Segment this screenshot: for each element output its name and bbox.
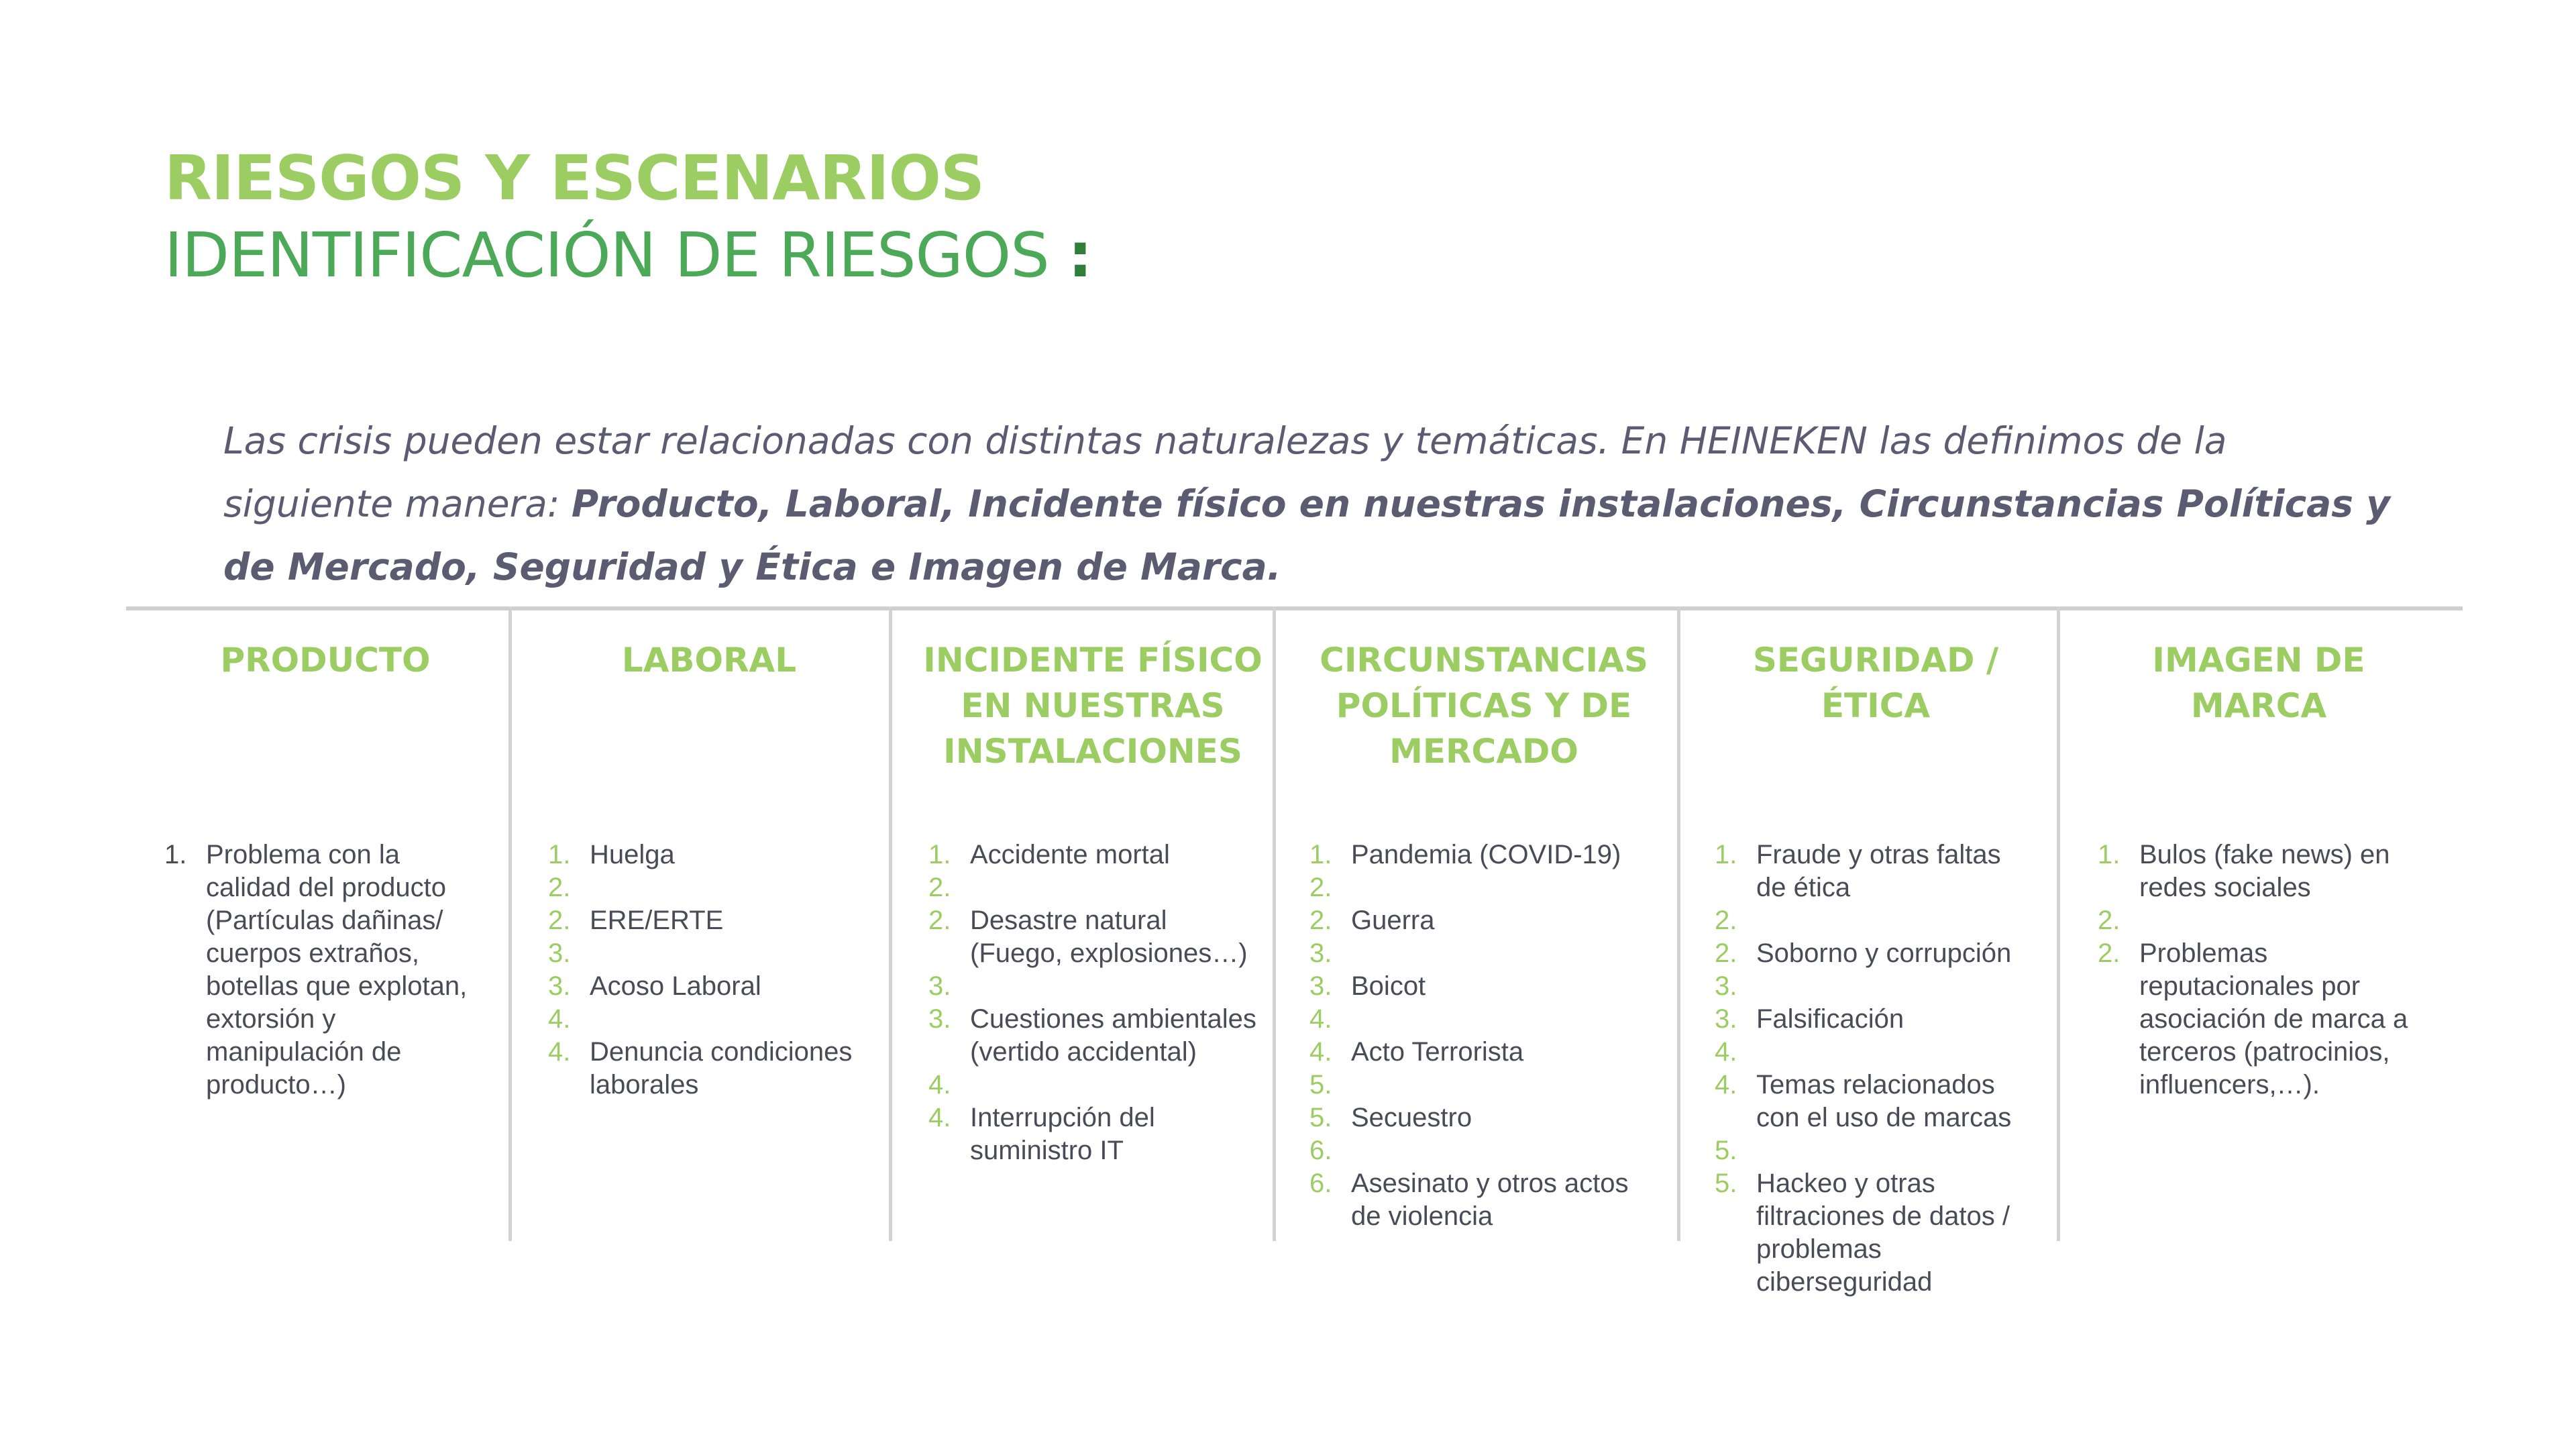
risk-list <box>1309 839 1645 1233</box>
list-item <box>2098 839 2420 904</box>
item-text: Pandemia (COVID-19) <box>1351 840 1621 869</box>
item-text: Soborno y corrupción <box>1756 938 2012 968</box>
subtitle-colon: : <box>1067 219 1092 291</box>
item-number: 2. <box>928 906 951 935</box>
page-subtitle <box>164 216 1092 295</box>
item-number: 3. <box>928 1004 951 1034</box>
item-text: Secuestro <box>1351 1103 1472 1132</box>
item-number: 2. <box>2098 906 2121 935</box>
list-item <box>928 1003 1257 1069</box>
subtitle-text: IDENTIFICACIÓN DE RIESGOS <box>164 219 1049 291</box>
column-imagen-de-marca <box>2098 637 2420 1099</box>
list-item <box>1715 839 2037 904</box>
risk-list <box>928 839 1257 1167</box>
item-number: 3. <box>548 971 571 1001</box>
item-number: 4. <box>548 1037 571 1067</box>
item-number: 2. <box>548 873 571 902</box>
item-number: 5. <box>1715 1169 1737 1198</box>
item-number: 4. <box>928 1103 951 1132</box>
list-item <box>548 937 870 970</box>
item-number: 6. <box>1309 1169 1332 1198</box>
list-item <box>164 839 486 1102</box>
item-number: 3. <box>1309 971 1332 1001</box>
column-divider <box>508 606 512 1241</box>
item-text: Cuestiones ambientales (vertido accidental) <box>970 1004 1256 1067</box>
item-text: Boicot <box>1351 971 1426 1001</box>
header-divider <box>126 606 2463 610</box>
list-item <box>2098 937 2420 1102</box>
item-number: 2. <box>928 873 951 902</box>
list-item <box>1309 1003 1645 1036</box>
item-text: Desastre natural (Fuego, explosiones…) <box>970 906 1248 968</box>
list-item <box>548 839 870 871</box>
item-number: 4. <box>1309 1004 1332 1034</box>
item-number: 2. <box>1715 906 1737 935</box>
item-text: Asesinato y otros actos de violencia <box>1351 1169 1629 1231</box>
column-divider <box>2057 606 2060 1241</box>
list-item <box>928 970 1257 1003</box>
list-item <box>1309 937 1645 970</box>
list-item <box>1309 871 1645 904</box>
item-number: 6. <box>1309 1136 1332 1165</box>
list-item <box>1309 839 1645 871</box>
list-item <box>1309 1134 1645 1167</box>
list-item <box>548 1003 870 1036</box>
list-item <box>1309 970 1645 1003</box>
item-number: 3. <box>1715 971 1737 1001</box>
item-number: 4. <box>548 1004 571 1034</box>
item-number: 5. <box>1715 1136 1737 1165</box>
item-text: Accidente mortal <box>970 840 1170 869</box>
list-item <box>1715 937 2037 970</box>
risk-list <box>548 839 870 1102</box>
item-number: 1. <box>1309 840 1332 869</box>
column-divider <box>1677 606 1680 1241</box>
column-heading: CIRCUNSTANCIAS POLÍTICAS Y DE MERCADO <box>1320 641 1648 771</box>
item-number: 5. <box>1309 1070 1332 1099</box>
item-text: Temas relacionados con el uso de marcas <box>1756 1070 2012 1132</box>
intro-text: Las crisis pueden estar relacionadas con distintas naturalezas y temáticas. En HEINEKEN las definimos de la siguiente manera: <box>223 419 2227 525</box>
item-number: 1. <box>548 840 571 869</box>
intro-categories: Producto, Laboral, Incidente físico en nuestras instalaciones, Circunstancias Políticas y de Mercado, Seguridad y Ética e Imagen de Marca. <box>223 482 2391 588</box>
column-heading: LABORAL <box>621 641 797 680</box>
column-laboral <box>548 637 870 1099</box>
list-item <box>2098 904 2420 937</box>
item-text: Bulos (fake news) en redes sociales <box>2139 840 2390 902</box>
list-item <box>928 904 1257 970</box>
column-heading: IMAGEN DE MARCA <box>2152 641 2365 725</box>
column-incidente-fisico <box>923 637 1263 1165</box>
item-text: Denuncia condiciones laborales <box>590 1037 853 1099</box>
list-item <box>1309 1167 1645 1233</box>
item-number: 1. <box>1715 840 1737 869</box>
item-number: 4. <box>928 1070 951 1099</box>
item-text: Interrupción del suministro IT <box>970 1103 1155 1165</box>
item-text: Acoso Laboral <box>590 971 761 1001</box>
list-item <box>1715 904 2037 937</box>
item-number: 4. <box>1715 1037 1737 1067</box>
item-number: 2. <box>1715 938 1737 968</box>
item-number: 3. <box>928 971 951 1001</box>
item-number: 4. <box>1309 1037 1332 1067</box>
item-text: Fraude y otras faltas de ética <box>1756 840 2001 902</box>
column-heading: SEGURIDAD / ÉTICA <box>1752 641 1999 725</box>
list-item <box>1715 1134 2037 1167</box>
page-title: RIESGOS Y ESCENARIOS <box>164 142 985 214</box>
item-number: 2. <box>1309 873 1332 902</box>
list-item <box>928 871 1257 904</box>
item-number: 2. <box>548 906 571 935</box>
item-number: 2. <box>2098 938 2121 968</box>
column-circunstancias <box>1309 637 1648 1231</box>
risk-list <box>1715 839 2037 1299</box>
list-item <box>1309 1036 1645 1069</box>
list-item <box>1715 970 2037 1003</box>
list-item <box>548 871 870 904</box>
column-divider <box>1273 606 1276 1241</box>
list-item <box>1715 1069 2037 1134</box>
list-item <box>548 904 870 937</box>
column-seguridad-etica <box>1715 637 2037 1297</box>
column-producto <box>164 637 486 1099</box>
item-number: 3. <box>548 938 571 968</box>
intro-paragraph <box>223 409 2397 598</box>
list-item <box>1309 904 1645 937</box>
item-text: Problema con la calidad del producto (Partículas dañinas/ cuerpos extraños, botellas que explotan, extorsión y manipulación de producto…) <box>206 840 468 1099</box>
list-item <box>1715 1167 2037 1299</box>
risk-list <box>2098 839 2420 1102</box>
list-item <box>1715 1003 2037 1036</box>
item-number: 1. <box>164 840 187 869</box>
risk-list <box>164 839 486 1102</box>
item-text: ERE/ERTE <box>590 906 724 935</box>
item-text: Guerra <box>1351 906 1435 935</box>
column-divider <box>889 606 892 1241</box>
column-heading: INCIDENTE FÍSICO EN NUESTRAS INSTALACIONES <box>923 641 1263 771</box>
item-number: 5. <box>1309 1103 1332 1132</box>
list-item <box>928 1102 1257 1167</box>
item-number: 3. <box>1309 938 1332 968</box>
list-item <box>928 1069 1257 1102</box>
item-text: Huelga <box>590 840 675 869</box>
item-number: 4. <box>1715 1070 1737 1099</box>
list-item <box>1715 1036 2037 1069</box>
item-text: Problemas reputacionales por asociación de marca a terceros (patrocinios, influencers,…). <box>2139 938 2408 1099</box>
item-number: 3. <box>1715 1004 1737 1034</box>
list-item <box>1309 1102 1645 1134</box>
item-text: Hackeo y otras filtraciones de datos / problemas ciberseguridad <box>1756 1169 2010 1297</box>
column-heading: PRODUCTO <box>220 641 431 680</box>
list-item <box>548 970 870 1003</box>
item-number: 1. <box>928 840 951 869</box>
item-text: Falsificación <box>1756 1004 1904 1034</box>
list-item <box>1309 1069 1645 1102</box>
list-item <box>548 1036 870 1102</box>
title-block <box>164 141 1092 295</box>
item-number: 2. <box>1309 906 1332 935</box>
list-item <box>928 839 1257 871</box>
item-number: 1. <box>2098 840 2121 869</box>
item-text: Acto Terrorista <box>1351 1037 1524 1067</box>
